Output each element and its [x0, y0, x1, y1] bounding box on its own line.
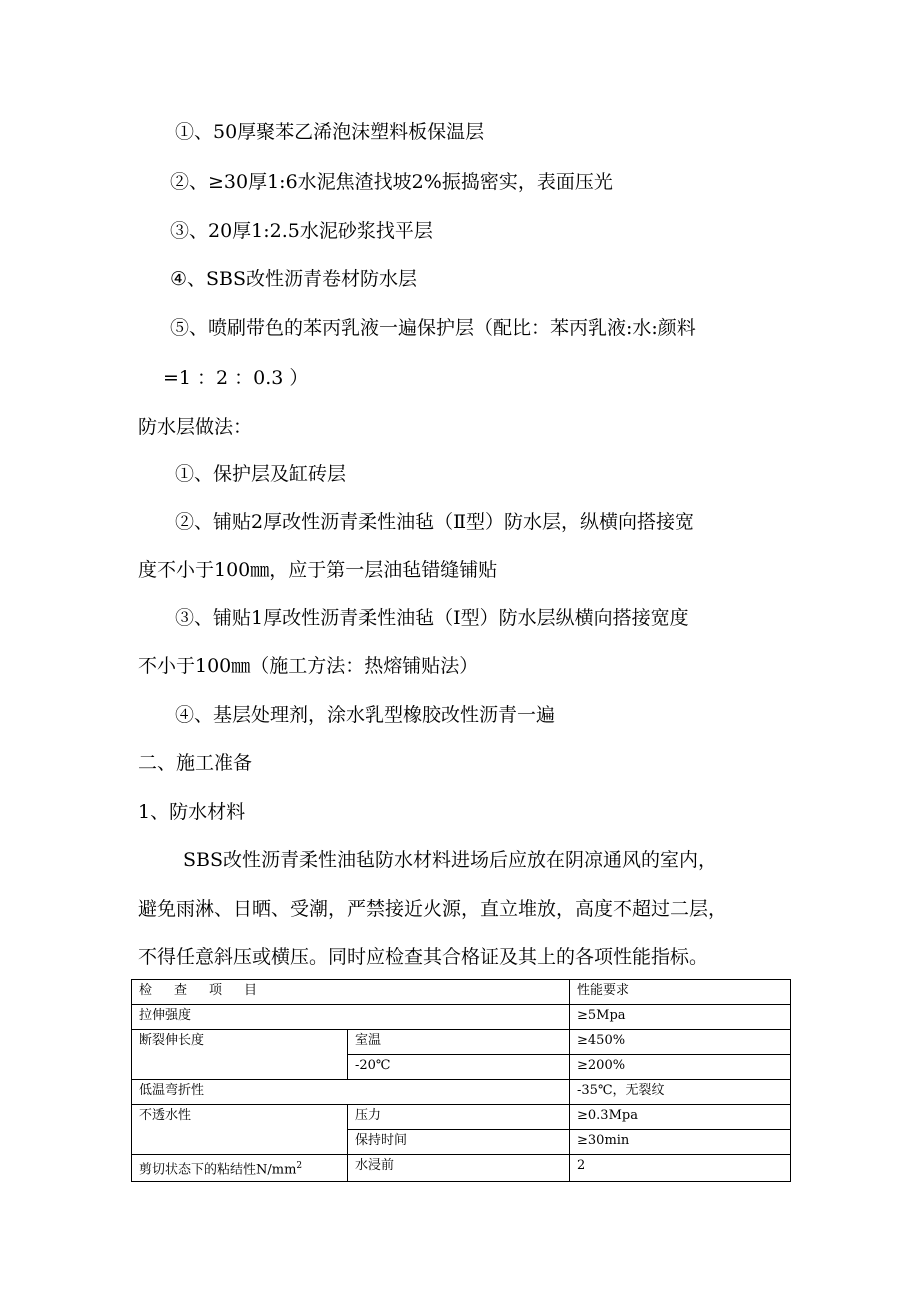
row-value-cell: ≥0.3Mpa — [570, 1105, 791, 1130]
waterproof-item-1: ①、保护层及缸砖层 — [175, 463, 347, 485]
roof-item-5: ⑤、喷刷带色的苯丙乳液一遍保护层（配比：苯丙乳液:水:颜料 — [170, 317, 696, 339]
table-row — [132, 1005, 791, 1030]
row-value-cell: ≥30min — [570, 1130, 791, 1155]
roof-item-4: ④、SBS改性沥青卷材防水层 — [170, 268, 418, 290]
row-condition-cell: 水浸前 — [348, 1155, 570, 1182]
waterproof-item-4: ④、基层处理剂，涂水乳型橡胶改性沥青一遍 — [175, 704, 556, 726]
roof-item-1: ①、50厚聚苯乙浠泡沫塑料板保温层 — [175, 121, 485, 143]
prep-paragraph-line-1: SBS改性沥青柔性油毡防水材料进场后应放在阴凉通风的室内， — [183, 849, 717, 871]
row-name-cell: 拉伸强度 — [132, 1005, 570, 1030]
waterproof-item-2: ②、铺贴2厚改性沥青柔性油毡（Ⅱ型）防水层，纵横向搭接宽 — [175, 511, 695, 533]
row-condition-cell: 室温 — [348, 1030, 570, 1055]
row-name-cell: 断裂伸长度 — [132, 1030, 348, 1080]
prep-paragraph-line-3: 不得任意斜压或横压。同时应检查其合格证及其上的各项性能指标。 — [138, 946, 709, 968]
roof-item-2: ②、≥30厚1:6水泥焦渣找坡2%振捣密实，表面压光 — [170, 171, 613, 193]
waterproof-item-3-cont: 不小于100㎜（施工方法：热熔铺贴法） — [138, 655, 479, 677]
waterproof-item-2-cont: 度不小于100㎜，应于第一层油毡错缝铺贴 — [138, 559, 498, 581]
prep-subheading: 1、防水材料 — [138, 801, 246, 823]
prep-heading: 二、施工准备 — [138, 752, 253, 774]
shear-unit-superscript: 2 — [296, 1161, 303, 1171]
prep-paragraph-line-2: 避免雨淋、日晒、受潮，严禁接近火源，直立堆放，高度不超过二层， — [138, 898, 728, 920]
row-condition-cell: 保持时间 — [348, 1130, 570, 1155]
table-header-row — [132, 980, 791, 1005]
row-value-cell: 2 — [570, 1155, 791, 1182]
waterproof-heading: 防水层做法： — [138, 416, 253, 438]
row-name-cell — [132, 1155, 348, 1182]
header-requirement-cell: 性能要求 — [570, 980, 791, 1005]
header-item-cell — [132, 980, 570, 1005]
row-value-cell: ≥200% — [570, 1055, 791, 1080]
row-value-cell: -35℃，无裂纹 — [570, 1080, 791, 1105]
roof-item-3: ③、20厚1:2.5水泥砂浆找平层 — [170, 220, 433, 242]
row-condition-cell: 压力 — [348, 1105, 570, 1130]
header-item-label: 检查项目 — [139, 983, 280, 998]
row-condition-cell: -20℃ — [348, 1055, 570, 1080]
row-value-cell: ≥5Mpa — [570, 1005, 791, 1030]
roof-item-5-cont: =1 ：2 ：0.3 ） — [163, 367, 309, 389]
table-row — [132, 1030, 791, 1055]
table-row — [132, 1105, 791, 1130]
table-row — [132, 1080, 791, 1105]
shear-name-text: 剪切状态下的粘结性N/mm — [139, 1162, 297, 1178]
waterproof-item-3: ③、铺贴1厚改性沥青柔性油毡（Ⅰ型）防水层纵横向搭接宽度 — [175, 607, 689, 629]
spec-table — [131, 979, 791, 1182]
row-name-cell: 不透水性 — [132, 1105, 348, 1155]
row-name-cell: 低温弯折性 — [132, 1080, 570, 1105]
table-row — [132, 1155, 791, 1182]
row-value-cell: ≥450% — [570, 1030, 791, 1055]
